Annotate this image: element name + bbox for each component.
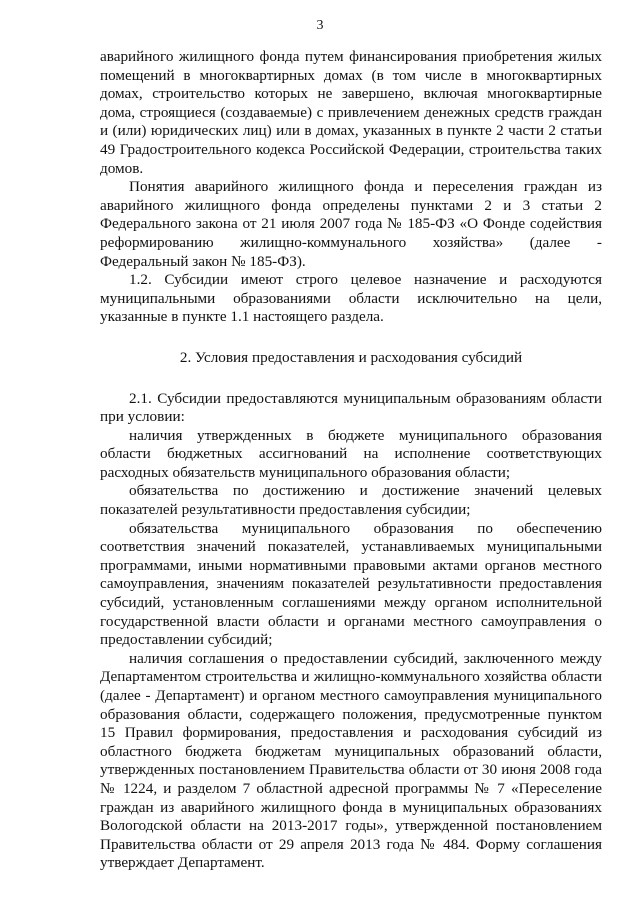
- page-number: 3: [316, 18, 324, 33]
- section-heading-2: 2. Условия предоставления и расходования субсидий: [179, 348, 523, 366]
- paragraph-emergency-housing-continued: аварийного жилищного фонда путем финансирования приобретения жилых помещений в многоквартирных домах (в том числе в многоквартирных домах, строительство которых не завершено, включая многоквартирные дома, строящиеся (создаваемые) с привлечением денежных средств граждан и (или) юридических лиц) или в домах, указанных в пункте 2 части 2 статьи 49 Градостроительного кодекса Российской Федерации, строительства таких домов.: [100, 48, 602, 177]
- condition-budget-allocations: наличия утвержденных в бюджете муниципального образования области бюджетных ассигнований на исполнение соответствующих расходных обязательств муниципального образования области;: [100, 426, 602, 481]
- document-body: [100, 48, 602, 873]
- condition-indicator-compliance: обязательства муниципального образования по обеспечению соответствия значений показателей, устанавливаемых муниципальными программами, иными нормативными правовыми актами органов местного самоуправления, значениям показателей результативности предоставления субсидий, установленным соглашениями между органом исполнительной государственной власти области и органами местного самоуправления о предоставлении субсидий;: [100, 519, 602, 649]
- paragraph-definitions: Понятия аварийного жилищного фонда и переселения граждан из аварийного жилищного фонда определены пунктами 2 и 3 статьи 2 Федерального закона от 21 июля 2007 года № 185-ФЗ «О Фонде содействия реформированию жилищно-коммунального хозяйства» (далее - Федеральный закон № 185-ФЗ).: [100, 178, 602, 270]
- condition-subsidy-agreement: наличия соглашения о предоставлении субсидий, заключенного между Департаментом строительства и жилищно-коммунального хозяйства области (далее - Департамент) и органом местного самоуправления муниципального образования области, содержащего положения, предусмотренные пунктом 15 Правил формирования, предоставления и расходования субсидий из областного бюджета бюджетам муниципальных образований области, утвержденных постановлением Правительства области от 30 июня 2008 года № 1224, и разделом 7 областной адресной программы № 7 «Переселение граждан из аварийного жилищного фонда в муниципальных образованиях Вологодской области на 2013-2017 годы», утвержденной постановлением Правительства области от 29 апреля 2013 года № 484. Форму соглашения утверждает Департамент.: [100, 649, 602, 872]
- paragraph-2-1: 2.1. Субсидии предоставляются муниципальным образованиям области при условии:: [100, 389, 602, 426]
- paragraph-1-2: 1.2. Субсидии имеют строго целевое назначение и расходуются муниципальными образованиями области исключительно на цели, указанные в пункте 1.1 настоящего раздела.: [100, 271, 602, 326]
- condition-target-indicators: обязательства по достижению и достижение значений целевых показателей результативности предоставления субсидии;: [100, 482, 602, 519]
